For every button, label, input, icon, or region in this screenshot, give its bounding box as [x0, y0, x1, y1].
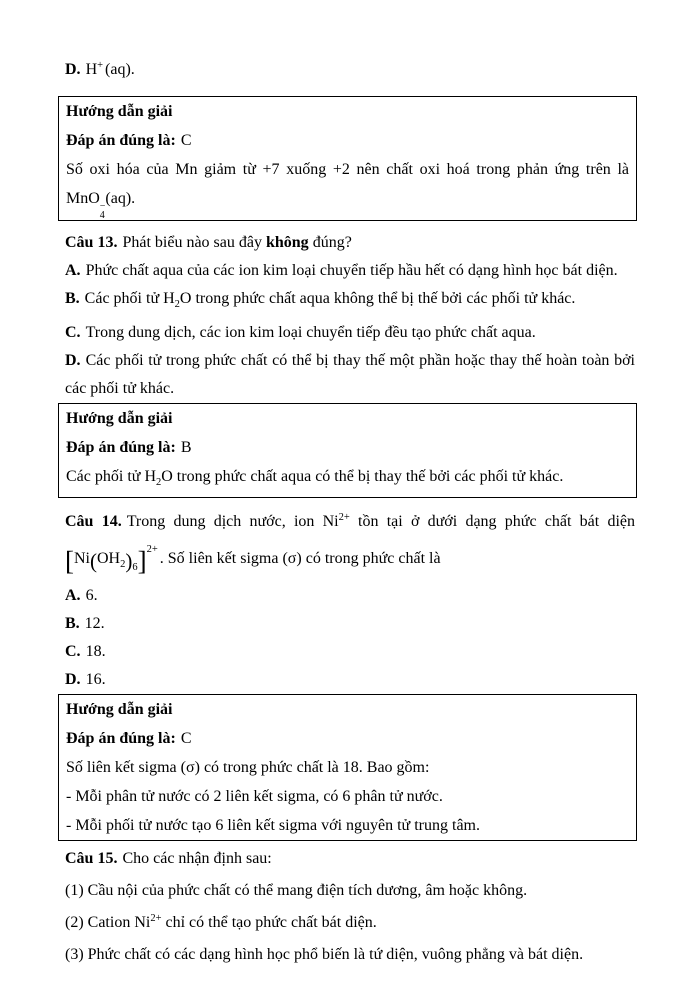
question-14: Câu 14. Trong dung dịch nước, ion $Ni^{2+}$ tồn tại ở dưới dạng phức chất bát diện $[Ni(OH_2)_6]^{2+}$. Số liên kết sigma (σ) có trong phức chất là	[65, 512, 635, 576]
right-bracket: ]	[137, 546, 147, 576]
subscript: 2	[156, 477, 162, 488]
answer-letter: C	[180, 730, 192, 747]
question-number: Câu 15.	[65, 850, 118, 867]
solution-box-q14	[58, 694, 637, 841]
option-row-d: D. Các phối tử trong phức chất có thể bị thay thế một phần hoặc thay thế hoàn toàn bởi các phối tử khác.	[65, 352, 635, 397]
prev-question-option-d	[65, 52, 635, 84]
option-row-a: A. 6.	[65, 587, 98, 604]
solution-title: Hướng dẫn giải	[66, 410, 173, 427]
right-paren: )	[125, 549, 133, 573]
subscript: 2	[120, 559, 126, 570]
answer-label: Đáp án đúng là:	[66, 439, 176, 456]
option-label: D.	[65, 352, 81, 369]
option-label: A.	[65, 262, 81, 279]
solution-title: Hướng dẫn giải	[66, 701, 173, 718]
option-label: B.	[65, 615, 80, 632]
left-bracket: [	[65, 546, 74, 576]
option-row-c: C. 18.	[65, 643, 106, 660]
option-label: A.	[65, 587, 81, 604]
statement-1: (1) Cầu nội của phức chất có thể mang điện tích dương, âm hoặc không.	[65, 882, 528, 899]
charge-superscript: 2+	[146, 544, 158, 555]
answer-line	[66, 724, 629, 753]
formula-mno4: MnO − 4 (aq).	[66, 190, 136, 221]
option-row-b: B. Các phối tử $H_2O$ trong phức chất aqua không thể bị thế bởi các phối tử khác.	[65, 290, 576, 310]
option-label: D.	[65, 61, 81, 78]
statement-2: (2) Cation $Ni^{2+}$ chỉ có thể tạo phức chất bát diện.	[65, 913, 377, 931]
solution-body: Các phối tử $H_2O$ trong phức chất aqua có thể bị thay thế bởi các phối tử khác.	[66, 468, 564, 488]
answer-letter: B	[180, 439, 192, 456]
superscript: 2+	[150, 913, 162, 924]
solution-line: Số liên kết sigma (σ) có trong phức chất là 18. Bao gồm:	[66, 759, 430, 776]
superscript: 2+	[338, 512, 350, 523]
option-label: B.	[65, 290, 80, 307]
formula-h-plus: H+ (aq).	[85, 60, 135, 78]
option-label: D.	[65, 671, 81, 688]
question-13: Câu 13. Phát biểu nào sau đây không đúng?	[65, 234, 352, 251]
emphasis-word: không	[265, 234, 309, 251]
solution-bullet: - Mỗi phối tử nước tạo 6 liên kết sigma với nguyên tử trung tâm.	[66, 817, 480, 834]
option-row-c: C. Trong dung dịch, các ion kim loại chuyển tiếp đều tạo phức chất aqua.	[65, 324, 536, 341]
subscript: 2	[174, 299, 180, 310]
answer-line	[66, 126, 629, 155]
option-row-d: D. 16.	[65, 671, 106, 688]
option-label: C.	[65, 643, 81, 660]
question-number: Câu 14.	[65, 513, 122, 530]
option-label: C.	[65, 324, 81, 341]
answer-label: Đáp án đúng là:	[66, 132, 176, 149]
question-number: Câu 13.	[65, 234, 118, 251]
solution-body: Số oxi hóa của Mn giảm từ +7 xuống +2 nên chất oxi hoá trong phản ứng trên là MnO − 4 (aq).	[66, 161, 629, 221]
solution-bullet: - Mỗi phân tử nước có 2 liên kết sigma, có 6 phân tử nước.	[66, 788, 443, 805]
statement-3: (3) Phức chất có các dạng hình học phổ biến là tứ diện, vuông phẳng và bát diện.	[65, 946, 584, 963]
question-15: Câu 15. Cho các nhận định sau:	[65, 850, 272, 867]
left-paren: (	[90, 549, 97, 573]
option-row-a: A. Phức chất aqua của các ion kim loại chuyển tiếp hầu hết có dạng hình học bát diện.	[65, 262, 618, 279]
answer-label: Đáp án đúng là:	[66, 730, 176, 747]
answer-line	[66, 433, 629, 462]
option-row-b: B. 12.	[65, 615, 105, 632]
solution-title: Hướng dẫn giải	[66, 103, 173, 120]
answer-letter: C	[180, 132, 192, 149]
formula-ni-complex: $[Ni(OH_2)_6]^{2+}$	[65, 544, 158, 576]
solution-box-q13	[58, 403, 637, 498]
solution-box-q12	[58, 96, 637, 221]
subscript: 6	[132, 562, 138, 573]
sub-sup-stack: − 4	[99, 201, 106, 221]
